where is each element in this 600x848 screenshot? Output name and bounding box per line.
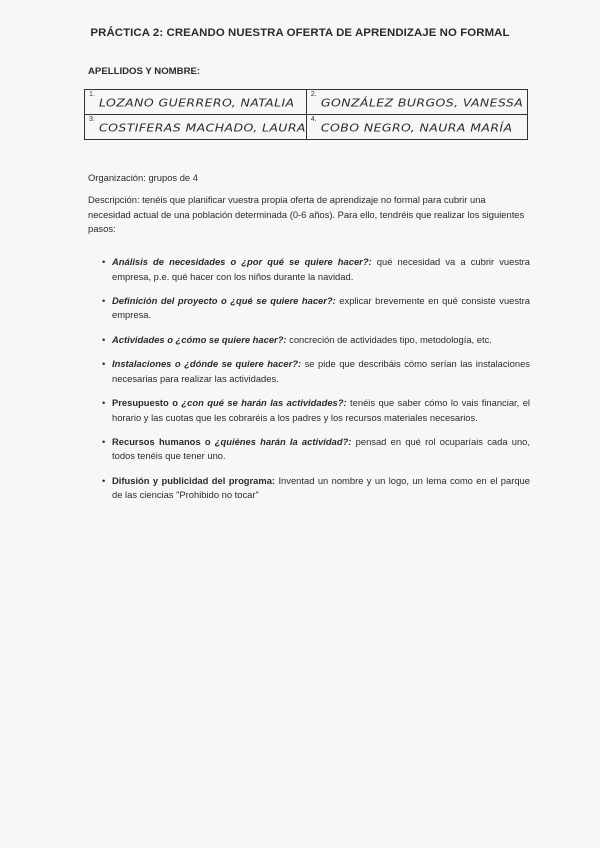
- names-label: APELLIDOS Y NOMBRE:: [88, 66, 201, 77]
- step-lead: Análisis de necesidades o ¿por qué se quiere hacer?:: [112, 256, 372, 267]
- table-row: [85, 115, 528, 140]
- list-item: [88, 294, 530, 323]
- student-cell: [85, 90, 307, 115]
- list-item: [88, 435, 530, 464]
- list-item: [88, 474, 530, 503]
- list-item: [88, 357, 530, 386]
- student-cell: [85, 115, 307, 140]
- step-text: se pide que describáis cómo serían las instalaciones necesarias para realizar las actividades.: [112, 358, 530, 384]
- bullet-icon: •: [102, 474, 106, 486]
- student-number: 1.: [89, 91, 95, 98]
- description-text: Descripción: tenéis que planificar vuestra propia oferta de aprendizaje no formal para cubrir una necesidad actual de una población determinada (0-6 años). Para ello, tendréis que realizar los siguientes pasos:: [88, 194, 525, 235]
- step-text: explicar brevemente en qué consiste vuestra empresa.: [112, 294, 530, 321]
- student-name: COBO NEGRO, NAURA MARÍA: [320, 120, 513, 134]
- step-text: qué necesidad va a cubrir vuestra empresa, p.e. qué hacer con los niños durante la navidad.: [112, 256, 530, 282]
- student-cell: [306, 115, 527, 140]
- student-number: 2.: [310, 91, 317, 98]
- organization-text: Organización: grupos de 4: [88, 172, 198, 183]
- bullet-icon: •: [102, 358, 106, 370]
- step-lead: ¿quiénes harán la actividad?:: [214, 435, 352, 447]
- bullet-icon: •: [102, 396, 106, 408]
- step-lead: ¿con qué se harán las actividades?:: [181, 396, 347, 408]
- student-cell: [306, 90, 527, 115]
- step-text: pensad en qué rol ocuparíais cada uno, todos tenéis que tener uno.: [112, 435, 530, 462]
- student-name: LOZANO GUERRERO, NATALIA: [99, 95, 295, 109]
- list-item: [88, 396, 530, 425]
- bullet-icon: •: [102, 435, 106, 447]
- student-name: COSTIFERAS MACHADO, LAURA: [99, 120, 306, 134]
- steps-list: [88, 255, 530, 513]
- bullet-icon: •: [102, 256, 106, 267]
- page-title: PRÁCTICA 2: CREANDO NUESTRA OFERTA DE APRENDIZAJE NO FORMAL: [90, 27, 510, 39]
- student-names-table: [84, 89, 528, 140]
- step-lead: Definición del proyecto o ¿qué se quiere hacer?:: [112, 294, 336, 306]
- step-lead-plain: Difusión y publicidad del programa:: [112, 474, 276, 486]
- step-lead-plain: Recursos humanos o: [112, 435, 215, 447]
- step-text: concreción de actividades tipo, metodología, etc.: [286, 333, 492, 345]
- step-lead-plain: Presupuesto o: [112, 396, 182, 408]
- list-item: [88, 255, 530, 284]
- step-text: Inventad un nombre y un logo, un lema como en el parque de las ciencias "Prohibido no tocar": [112, 474, 530, 501]
- step-lead: Instalaciones o ¿dónde se quiere hacer?:: [112, 358, 302, 370]
- bullet-icon: •: [102, 294, 106, 306]
- list-item: [88, 333, 530, 348]
- student-name: GONZÁLEZ BURGOS, VANESSA: [320, 95, 524, 109]
- student-number: 4.: [310, 116, 317, 123]
- step-lead: Actividades o ¿cómo se quiere hacer?:: [112, 333, 287, 345]
- student-number: 3.: [89, 116, 95, 123]
- table-row: [85, 90, 528, 115]
- step-text: tenéis que saber cómo lo vais financiar, el horario y las cuotas que les cobraréis a los padres y los recursos materiales necesarios.: [112, 396, 530, 423]
- bullet-icon: •: [102, 333, 106, 345]
